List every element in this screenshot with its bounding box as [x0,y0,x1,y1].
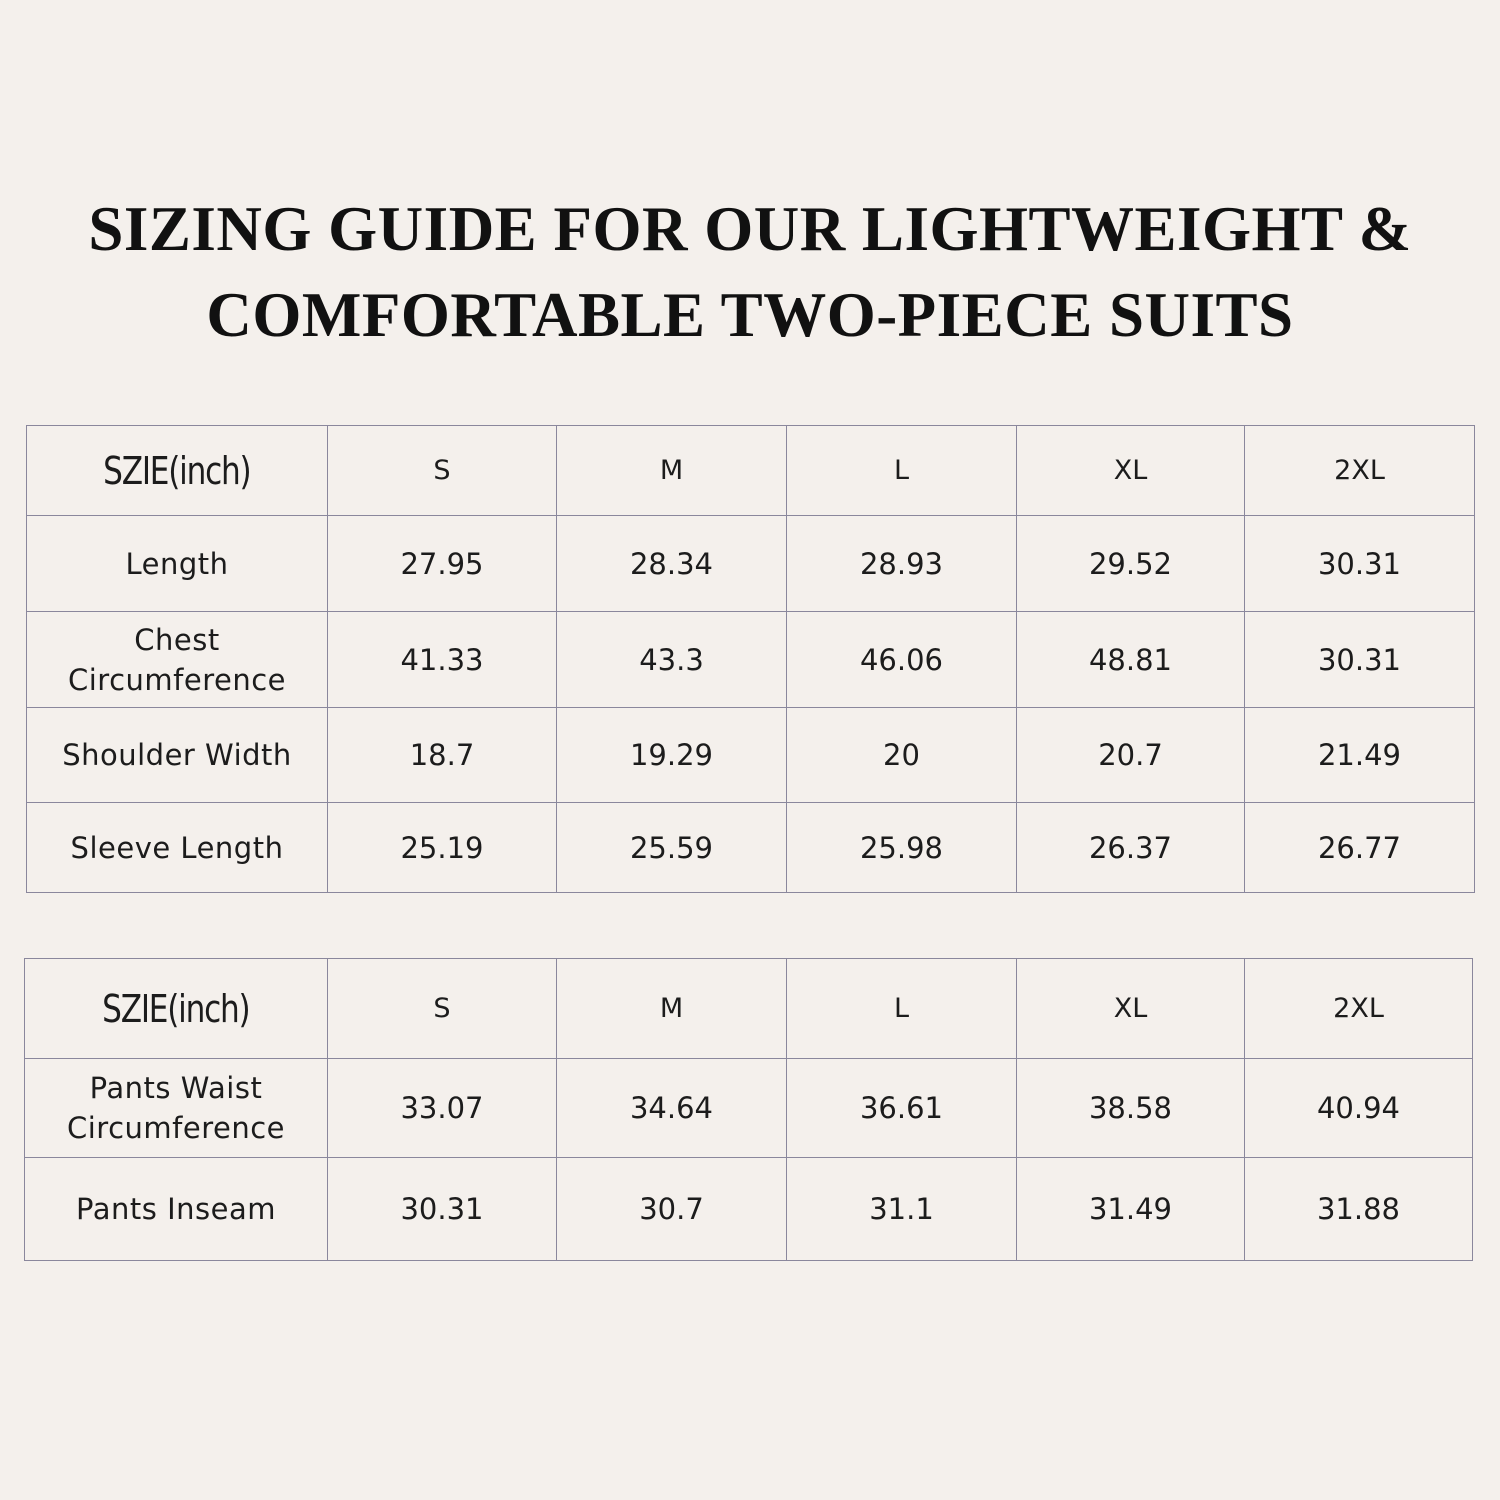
table-row [25,1059,1473,1158]
row-label-line: Pants Waist [89,1071,263,1105]
size-header-xl: XL [1017,426,1245,516]
table-cell: 25.19 [328,803,557,893]
table-cell: 33.07 [328,1059,557,1158]
table-row [27,612,1475,708]
table-cell: 26.37 [1017,803,1245,893]
table-cell: 38.58 [1017,1059,1245,1158]
table-cell: 43.3 [557,612,787,708]
table-cell: 25.98 [787,803,1017,893]
table-cell: 41.33 [328,612,557,708]
table-cell: 36.61 [787,1059,1017,1158]
table-cell: 34.64 [557,1059,787,1158]
size-header-l: L [787,426,1017,516]
table-header-row [25,959,1473,1059]
page-title [0,186,1500,358]
size-unit-header: SZIE(inch) [27,426,328,516]
size-header-xl: XL [1017,959,1245,1059]
table-cell: 29.52 [1017,516,1245,612]
table-cell: 46.06 [787,612,1017,708]
row-label-line: Circumference [67,662,286,697]
size-header-s: S [328,426,557,516]
row-label-line: Circumference [66,1111,285,1145]
table-cell: 48.81 [1017,612,1245,708]
size-header-l: L [787,959,1017,1059]
row-label-line: Chest [134,622,220,657]
table-cell: 30.31 [328,1158,557,1261]
table-row [27,516,1475,612]
row-label-length: Length [27,516,328,612]
table-cell: 25.59 [557,803,787,893]
size-header-s: S [328,959,557,1059]
title-line-2: COMFORTABLE TWO-PIECE SUITS [206,280,1294,350]
pants-size-table [24,958,1473,1261]
table-cell: 30.31 [1245,612,1475,708]
size-header-2xl: 2XL [1245,959,1473,1059]
size-header-2xl: 2XL [1245,426,1475,516]
table-cell: 26.77 [1245,803,1475,893]
table-cell: 27.95 [328,516,557,612]
top-size-table [26,425,1475,893]
table-cell: 21.49 [1245,708,1475,803]
row-label-pants-waist-circumference [25,1059,328,1158]
table-cell: 30.31 [1245,516,1475,612]
table-cell: 20.7 [1017,708,1245,803]
table-cell: 19.29 [557,708,787,803]
table-row [25,1158,1473,1261]
size-header-m: M [557,959,787,1059]
table-cell: 30.7 [557,1158,787,1261]
table-row [27,708,1475,803]
size-header-m: M [557,426,787,516]
table-cell: 40.94 [1245,1059,1473,1158]
title-line-1: SIZING GUIDE FOR OUR LIGHTWEIGHT & [88,194,1412,264]
table-cell: 31.88 [1245,1158,1473,1261]
table-cell: 18.7 [328,708,557,803]
table-cell: 28.34 [557,516,787,612]
size-unit-header: SZIE(inch) [25,959,328,1059]
table-row [27,803,1475,893]
row-label-chest-circumference [27,612,328,708]
table-cell: 28.93 [787,516,1017,612]
row-label-shoulder-width: Shoulder Width [27,708,328,803]
table-header-row [27,426,1475,516]
table-cell: 31.1 [787,1158,1017,1261]
row-label-pants-inseam: Pants Inseam [25,1158,328,1261]
table-cell: 20 [787,708,1017,803]
row-label-sleeve-length: Sleeve Length [27,803,328,893]
table-cell: 31.49 [1017,1158,1245,1261]
